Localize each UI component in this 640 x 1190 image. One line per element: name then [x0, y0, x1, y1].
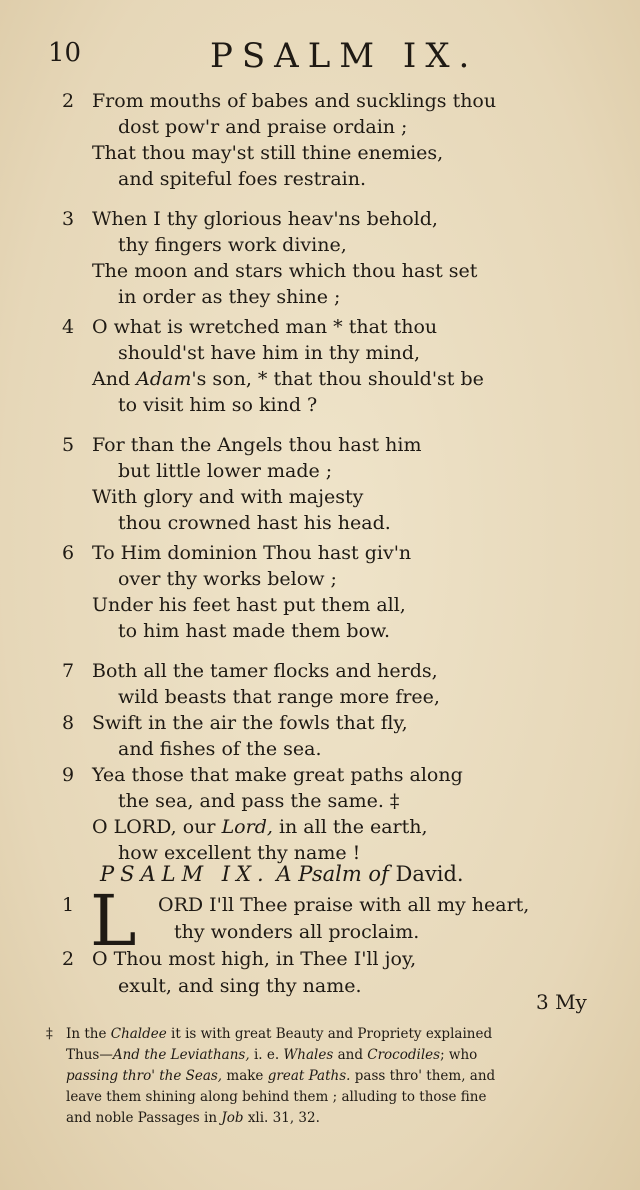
- verse-text: Swift in the air the fowls that fly,: [92, 712, 408, 734]
- page-header: [0, 38, 640, 78]
- verse-text: and fishes of the sea.: [118, 738, 322, 760]
- verse-text: O what is wretched man * that thou: [92, 316, 438, 338]
- verse-line: [62, 314, 602, 340]
- psalm-ix-heading: [100, 862, 464, 886]
- lord-italic: Lord,: [221, 816, 273, 838]
- verse-line: [62, 484, 602, 510]
- verse-text: thou crowned hast his head.: [118, 512, 391, 534]
- verse-number: 2: [62, 948, 75, 970]
- verse-text: Both all the tamer flocks and herds,: [92, 660, 438, 682]
- psalm-ix-verses: [62, 880, 602, 1000]
- verse-text: ORD I'll Thee praise with all my heart,: [158, 894, 530, 916]
- verse-text: and spiteful foes restrain.: [118, 168, 367, 190]
- adam-name: Adam: [136, 368, 192, 390]
- verse-line: [62, 736, 602, 762]
- verse-text: From mouths of babes and sucklings thou: [92, 90, 497, 112]
- verse-text: O LORD, our Lord, in all the earth,: [92, 816, 428, 838]
- verse-line: [62, 166, 602, 192]
- verse-text: And Adam's son, * that thou should'st be: [92, 368, 484, 390]
- verse-line: [62, 392, 602, 418]
- footnote-line: ‡ In the Chaldee it is with great Beauty and Propriety explained: [46, 1024, 586, 1045]
- verse-text: thy fingers work divine,: [118, 234, 347, 256]
- verse-number: 7: [62, 660, 75, 682]
- verse-line: [62, 88, 602, 114]
- verse-text: the sea, and pass the same. ‡: [118, 790, 400, 812]
- verse-line: [62, 114, 602, 140]
- footnote-line: leave them shining along behind them ; alluding to those fine: [66, 1089, 487, 1105]
- catchword: 3 My: [536, 990, 587, 1014]
- verse-line: [62, 788, 602, 814]
- footnote-line: Thus—And the Leviathans, i. e. Whales and Crocodiles; who: [66, 1047, 478, 1063]
- psalm-ix-title: PSALM IX.: [100, 862, 270, 886]
- footnote: [46, 1024, 586, 1129]
- verse-line: [62, 566, 602, 592]
- verse-text: how excellent thy name !: [118, 842, 361, 864]
- verse-text: to visit him so kind ?: [118, 394, 318, 416]
- verse-line: [62, 946, 602, 973]
- verse-line: [62, 684, 602, 710]
- verse-line: [62, 140, 602, 166]
- verse-text: O Thou most high, in Thee I'll joy,: [92, 948, 417, 970]
- verse-number: 2: [62, 90, 75, 112]
- running-title: PSALM IX.: [210, 36, 479, 76]
- verse-text: to him hast made them bow.: [118, 620, 391, 642]
- verse-line: [62, 458, 602, 484]
- verse-text: over thy works below ;: [118, 568, 337, 590]
- verse-line: [62, 658, 602, 684]
- psalm-viii-verses: [62, 88, 602, 866]
- verse-line: [62, 206, 602, 232]
- verse-text: Yea those that make great paths along: [92, 764, 463, 786]
- page-number: 10: [48, 38, 82, 68]
- verse-line: [62, 510, 602, 536]
- verse-line: [62, 258, 602, 284]
- verse-line: [62, 284, 602, 310]
- verse-line: [62, 432, 602, 458]
- psalm-ix-subtitle-end: David.: [395, 862, 464, 886]
- verse-number: 3: [62, 208, 75, 230]
- verse-line: [62, 618, 602, 644]
- verse-line: [62, 919, 602, 946]
- verse-text: but little lower made ;: [118, 460, 333, 482]
- verse-line: [62, 762, 602, 788]
- verse-text: in order as they shine ;: [118, 286, 341, 308]
- verse-number: 8: [62, 712, 75, 734]
- verse-line: [62, 710, 602, 736]
- verse-line: [62, 814, 602, 840]
- verse-text: thy wonders all proclaim.: [174, 921, 420, 943]
- verse-text: The moon and stars which thou hast set: [92, 260, 478, 282]
- verse-number: 4: [62, 316, 75, 338]
- verse-line: [62, 540, 602, 566]
- verse-text: To Him dominion Thou hast giv'n: [92, 542, 412, 564]
- verse-line: [62, 340, 602, 366]
- verse-line: [62, 973, 602, 1000]
- verse-text: For than the Angels thou hast him: [92, 434, 422, 456]
- verse-text: That thou may'st still thine enemies,: [92, 142, 444, 164]
- verse-text: exult, and sing thy name.: [118, 975, 362, 997]
- drop-capital: L: [90, 880, 137, 962]
- verse-text: should'st have him in thy mind,: [118, 342, 421, 364]
- footnote-line: passing thro' the Seas, make great Paths. pass thro' them, and: [66, 1068, 496, 1084]
- verse-number: 6: [62, 542, 75, 564]
- psalm-ix-subtitle: A Psalm of: [276, 862, 389, 886]
- verse-text: dost pow'r and praise ordain ;: [118, 116, 408, 138]
- verse-line: [62, 892, 602, 919]
- verse-number: 5: [62, 434, 75, 456]
- footnote-line: and noble Passages in Job xli. 31, 32.: [66, 1110, 320, 1126]
- verse-text: With glory and with majesty: [92, 486, 364, 508]
- verse-text: wild beasts that range more free,: [118, 686, 440, 708]
- verse-number: 1: [62, 894, 75, 916]
- verse-line: [62, 366, 602, 392]
- double-dagger-mark: ‡: [46, 1026, 53, 1042]
- verse-line: [62, 592, 602, 618]
- verse-line: [62, 232, 602, 258]
- verse-text: Under his feet hast put them all,: [92, 594, 406, 616]
- verse-text: When I thy glorious heav'ns behold,: [92, 208, 438, 230]
- verse-number: 9: [62, 764, 75, 786]
